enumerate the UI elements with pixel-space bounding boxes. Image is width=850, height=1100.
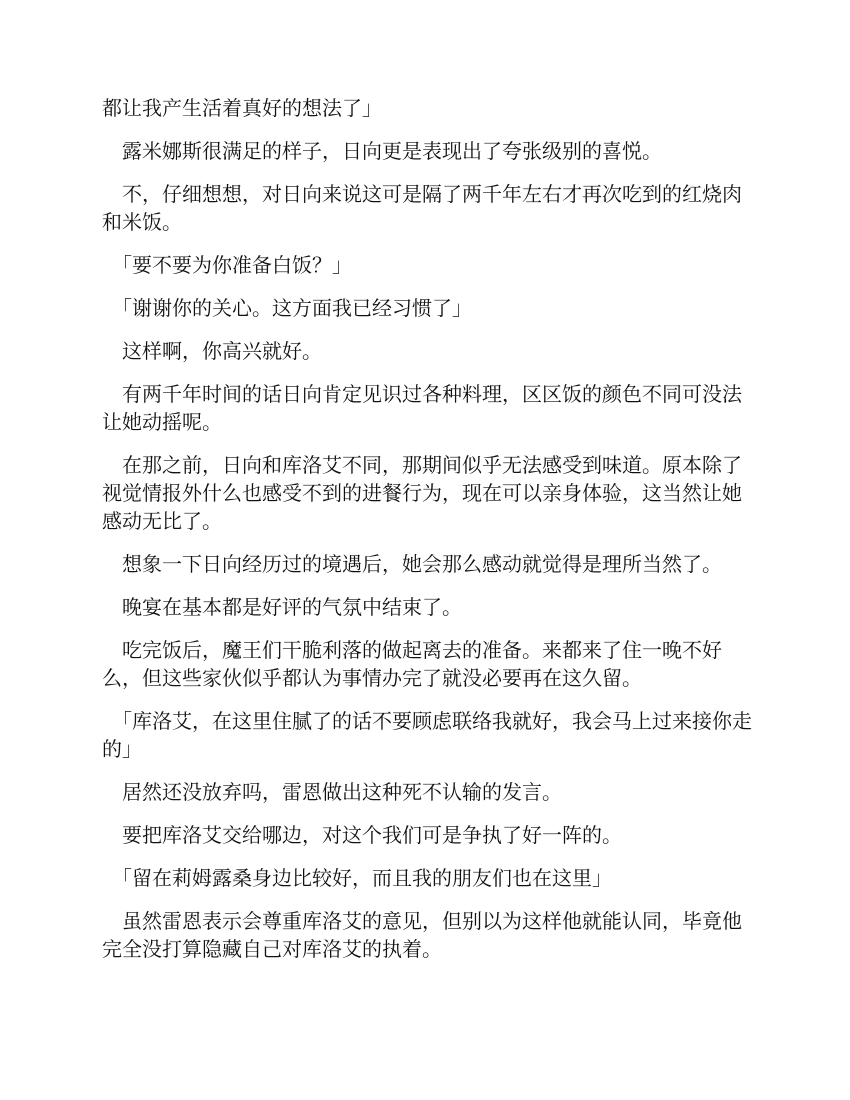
paragraph-3: 不，仔细想想，对日向来说这可是隔了两千年左右才再次吃到的红烧肉和米饭。 <box>102 182 742 234</box>
paragraph-16: 虽然雷恩表示会尊重库洛艾的意见，但别以为这样他就能认同，毕竟他完全没打算隐藏自己对库洛艾的执着。 <box>102 909 742 961</box>
paragraph-8: 在那之前，日向和库洛艾不同，那期间似乎无法感受到味道。原本除了视觉情报外什么也感受不到的进餐行为，现在可以亲身体验，这当然让她感动无比了。 <box>102 453 742 533</box>
paragraph-2: 露米娜斯很满足的样子，日向更是表现出了夸张级别的喜悦。 <box>102 139 662 163</box>
paragraph-9: 想象一下日向经历过的境遇后，她会那么感动就觉得是理所当然了。 <box>102 552 722 576</box>
paragraph-11: 吃完饭后，魔王们干脆利落的做起离去的准备。来都来了住一晚不好么，但这些家伙似乎都认为事情办完了就没必要再在这久留。 <box>102 638 722 690</box>
paragraph-15: 「留在莉姆露桑身边比较好，而且我的朋友们也在这里」 <box>102 866 612 890</box>
paragraph-14: 要把库洛艾交给哪边，对这个我们可是争执了好一阵的。 <box>102 823 622 847</box>
paragraph-4: 「要不要为你准备白饭？」 <box>102 253 352 277</box>
paragraph-5: 「谢谢你的关心。这方面我已经习惯了」 <box>102 296 472 320</box>
paragraph-6: 这样啊，你高兴就好。 <box>102 339 322 363</box>
paragraph-7: 有两千年时间的话日向肯定见识过各种料理，区区饭的颜色不同可没法让她动摇呢。 <box>102 382 742 434</box>
paragraph-10: 晚宴在基本都是好评的气氛中结束了。 <box>102 595 462 619</box>
paragraph-13: 居然还没放弃吗，雷恩做出这种死不认输的发言。 <box>102 780 562 804</box>
paragraph-12: 「库洛艾，在这里住腻了的话不要顾虑联络我就好，我会马上过来接你走的」 <box>102 709 752 761</box>
document-body <box>102 94 752 978</box>
paragraph-1: 都让我产生活着真好的想法了」 <box>102 96 382 120</box>
